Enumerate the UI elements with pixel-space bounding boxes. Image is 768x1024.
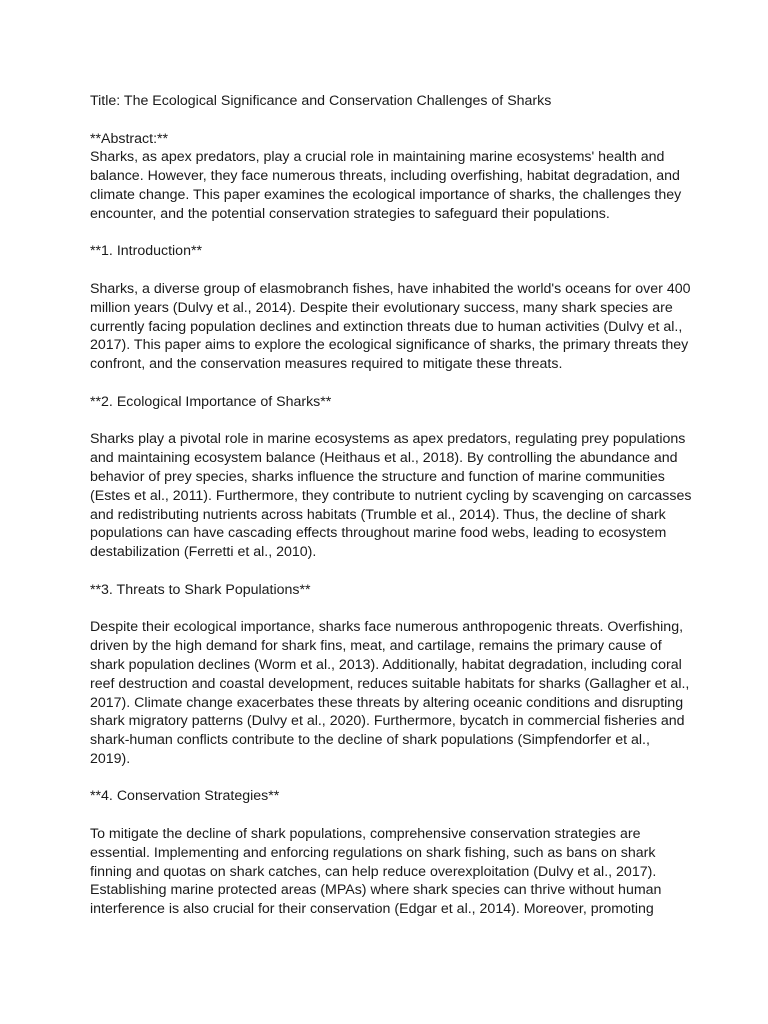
section-heading: **2. Ecological Importance of Sharks** (90, 393, 332, 410)
section-introduction (90, 242, 690, 374)
abstract-heading: **Abstract:** (90, 130, 169, 147)
abstract-line: climate change. This paper examines the ecological importance of sharks, the challenges they (90, 186, 682, 203)
paragraph-line: behavior of prey species, sharks influence the structure and function of marine communities (90, 468, 665, 485)
paragraph-line: driven by the high demand for shark fins, meat, and cartilage, remains the primary cause of (90, 638, 662, 655)
paragraph-line: To mitigate the decline of shark populations, comprehensive conservation strategies are (90, 826, 641, 843)
spacer (90, 224, 690, 243)
paragraph-line: and maintaining ecosystem balance (Heithaus et al., 2018). By controlling the abundance and (90, 450, 678, 467)
paragraph-line: shark population declines (Worm et al., 2013). Additionally, habitat degradation, including coral (90, 656, 682, 673)
section-heading: **4. Conservation Strategies** (90, 788, 280, 805)
paragraph-line: shark migratory patterns (Dulvy et al., 2020). Furthermore, bycatch in commercial fisheries and (90, 713, 685, 730)
paragraph-line: Sharks play a pivotal role in marine ecosystems as apex predators, regulating prey populations (90, 431, 686, 448)
document-title: Title: The Ecological Significance and Conservation Challenges of Sharks (90, 93, 552, 109)
paragraph-line: and redistributing nutrients across habitats (Trumble et al., 2014). Thus, the decline of shark (90, 506, 666, 523)
spacer (90, 769, 690, 788)
paragraph-line: currently facing population declines and extinction threats due to human activities (Dulvy et al., (90, 318, 683, 335)
spacer (90, 261, 690, 280)
section-heading: **3. Threats to Shark Populations** (90, 581, 311, 598)
paragraph-line: reef destruction and coastal development, reduces suitable habitats for sharks (Gallagher et al., (90, 675, 690, 692)
paragraph-line: shark-human conflicts contribute to the decline of shark populations (Simpfendorfer et al., (90, 732, 650, 749)
spacer (90, 600, 690, 619)
abstract-line: balance. However, they face numerous threats, including overfishing, habitat degradation, and (90, 168, 680, 185)
section-heading: **1. Introduction** (90, 243, 202, 260)
paragraph-line: Sharks, a diverse group of elasmobranch fishes, have inhabited the world's oceans for over 400 (90, 280, 691, 297)
section-conservation-strategies (90, 787, 690, 919)
spacer (90, 374, 690, 393)
paragraph-line: million years (Dulvy et al., 2014). Despite their evolutionary success, many shark species are (90, 299, 673, 316)
paragraph-line: Despite their ecological importance, sharks face numerous anthropogenic threats. Overfishing, (90, 619, 684, 636)
section-ecological-importance (90, 393, 690, 562)
spacer (90, 111, 690, 130)
paragraph-line: Establishing marine protected areas (MPAs) where shark species can thrive without human (90, 882, 662, 899)
paragraph-line: 2019). (90, 750, 131, 767)
paragraph-line: destabilization (Ferretti et al., 2010). (90, 544, 317, 561)
spacer (90, 806, 690, 825)
section-threats (90, 581, 690, 769)
abstract-section (90, 130, 690, 224)
paragraph-line: confront, and the conservation measures required to mitigate these threats. (90, 356, 563, 373)
abstract-line: Sharks, as apex predators, play a crucial role in maintaining marine ecosystems' health and (90, 149, 665, 166)
paragraph-line: 2017). This paper aims to explore the ecological significance of sharks, the primary threats they (90, 337, 689, 354)
paragraph-line: interference is also crucial for their conservation (Edgar et al., 2014). Moreover, promoting (90, 901, 654, 918)
paragraph-line: 2017). Climate change exacerbates these threats by altering oceanic conditions and disrupting (90, 694, 684, 711)
paragraph-line: finning and quotas on shark catches, can help reduce overexploitation (Dulvy et al., 2017). (90, 863, 657, 880)
spacer (90, 412, 690, 431)
paragraph-line: populations can have cascading effects throughout marine food webs, leading to ecosystem (90, 525, 667, 542)
document-page (90, 92, 690, 919)
spacer (90, 562, 690, 581)
paragraph-line: essential. Implementing and enforcing regulations on shark fishing, such as bans on shark (90, 844, 656, 861)
abstract-line: encounter, and the potential conservation strategies to safeguard their populations. (90, 205, 610, 222)
paragraph-line: (Estes et al., 2011). Furthermore, they contribute to nutrient cycling by scavenging on carcasses (90, 487, 692, 504)
